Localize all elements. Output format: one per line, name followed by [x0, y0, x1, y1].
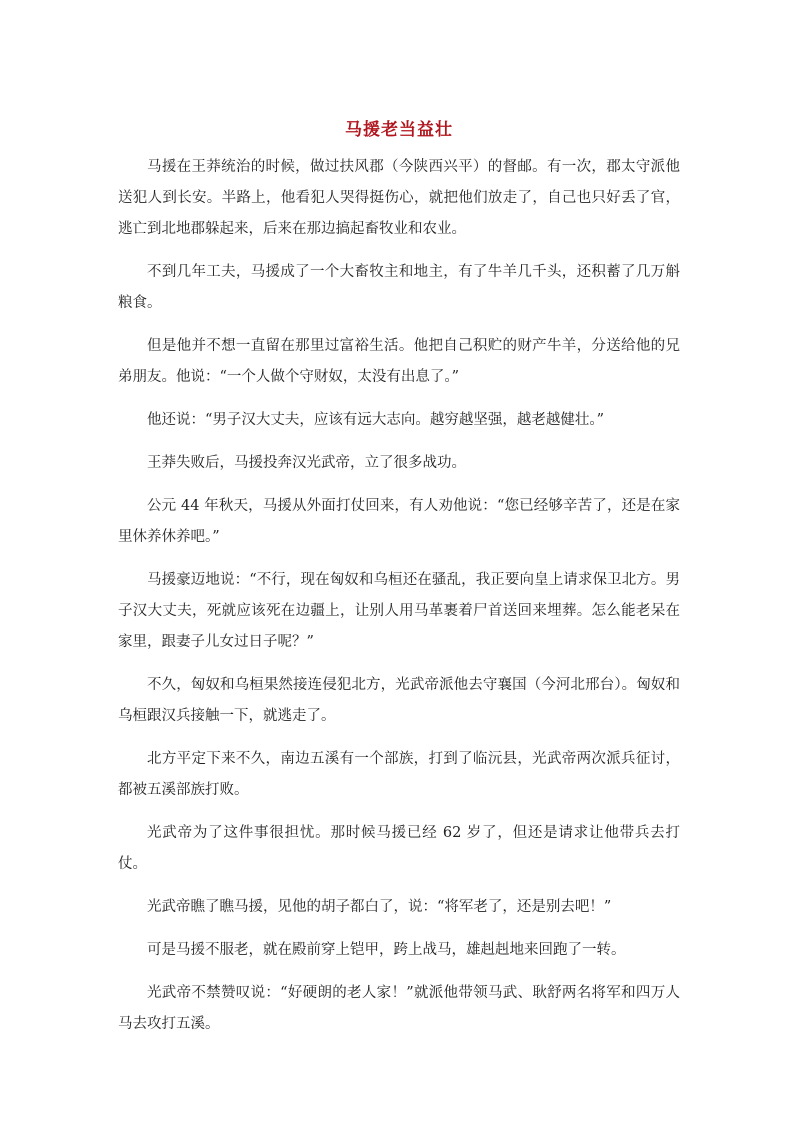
- paragraph-5: 王莽失败后，马援投奔汉光武帝，立了很多战功。: [147, 455, 466, 471]
- paragraph-1: 马援在王莽统治的时候，做过扶风郡（今陕西兴平）的督邮。有一次，郡太守派他送犯人到长安。半路上，他看犯人哭得挺伤心，就把他们放走了，自己也只好丢了官，逃亡到北地郡躲起来，后来在那边搞起畜牧业和农业。: [118, 159, 680, 237]
- paragraph-4: 他还说：“男子汉大丈夫，应该有远大志向。越穷越坚强，越老越健壮。”: [147, 412, 605, 428]
- paragraph-12: 可是马援不服老，就在殿前穿上铠甲，跨上战马，雄赳赳地来回跑了一转。: [147, 942, 626, 958]
- paragraph-13: 光武帝不禁赞叹说：“好硬朗的老人家！”就派他带领马武、耿舒两名将军和四万人马去攻打五溪。: [118, 985, 680, 1032]
- document-page: [118, 118, 680, 1052]
- paragraph-8: 不久，匈奴和乌桓果然接连侵犯北方，光武帝派他去守襄国（今河北邢台）。匈奴和乌桓跟汉兵接触一下，就逃走了。: [118, 677, 680, 724]
- paragraph-3: 但是他并不想一直留在那里过富裕生活。他把自己积贮的财产牛羊，分送给他的兄弟朋友。他说：“一个人做个守财奴，太没有出息了。”: [118, 338, 680, 385]
- paragraph-11: 光武帝瞧了瞧马援，见他的胡子都白了，说：“将军老了，还是别去吧！”: [147, 899, 612, 915]
- paragraph-6: 公元 44 年秋天，马援从外面打仗回来，有人劝他说：“您已经够辛苦了，还是在家里休养休养吧。”: [118, 498, 680, 545]
- page-title: 马援老当益壮: [345, 120, 453, 140]
- paragraph-7: 马援豪迈地说：“不行，现在匈奴和乌桓还在骚乱，我正要向皇上请求保卫北方。男子汉大丈夫，死就应该死在边疆上，让别人用马革裹着尸首送回来埋葬。怎么能老呆在家里，跟妻子儿女过日子呢？”: [118, 572, 680, 650]
- paragraph-2: 不到几年工夫，马援成了一个大畜牧主和地主，有了牛羊几千头，还积蓄了几万斛粮食。: [118, 264, 680, 311]
- paragraph-9: 北方平定下来不久，南边五溪有一个部族，打到了临沅县，光武帝两次派兵征讨，都被五溪部族打败。: [118, 751, 680, 798]
- paragraph-10: 光武帝为了这件事很担忧。那时候马援已经 62 岁了，但还是请求让他带兵去打仗。: [118, 825, 680, 872]
